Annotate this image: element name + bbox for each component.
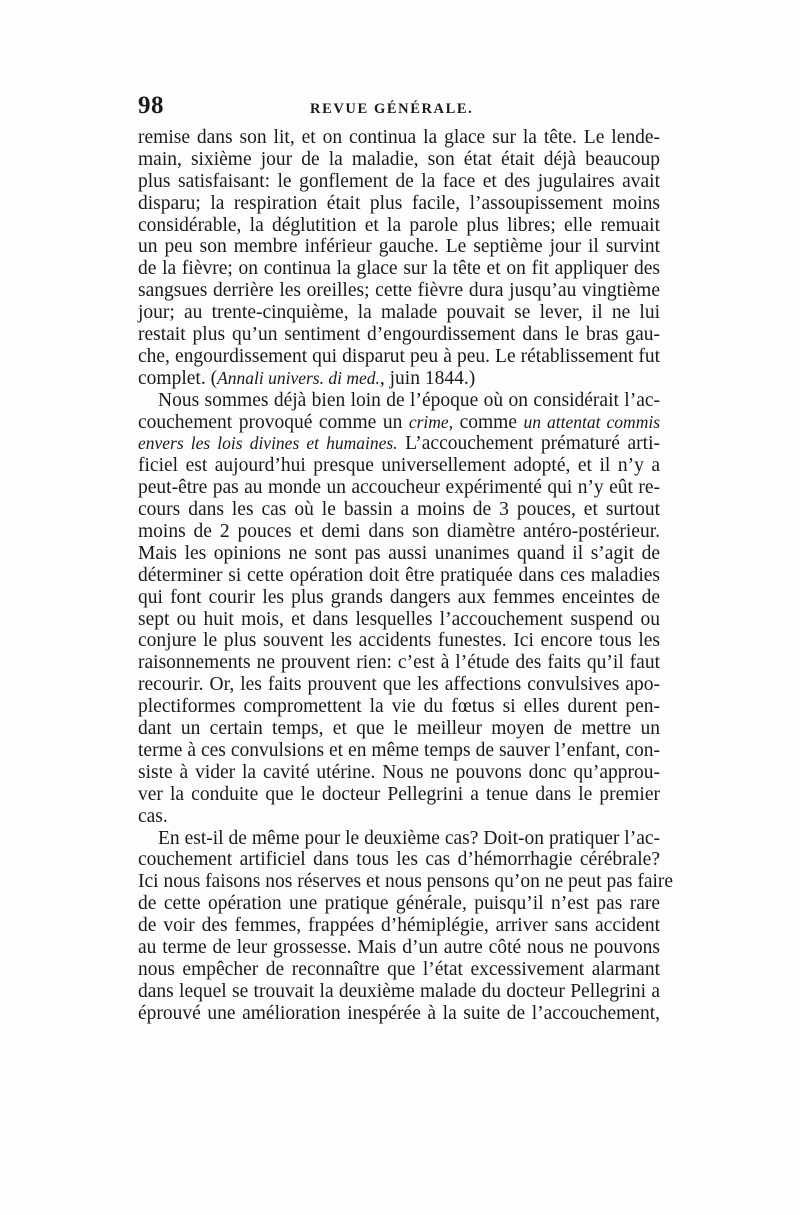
text-line: che, engourdissement qui disparut peu à peu. Le rétablissement fut <box>138 345 660 367</box>
text-line <box>138 412 660 434</box>
text-line: main, sixième jour de la maladie, son état était déjà beaucoup <box>138 148 660 170</box>
text-line: ver la conduite que le docteur Pellegrini a tenue dans le premier <box>138 783 660 805</box>
text-line: jour; au trente-cinquième, la malade pouvait se lever, il ne lui <box>138 302 660 324</box>
text-line: siste à vider la cavité utérine. Nous ne pouvons donc qu’approu- <box>138 761 660 783</box>
text-line: disparu; la respiration était plus facile, l’assoupissement moins <box>138 192 660 214</box>
text-line: nous empêcher de reconnaître que l’état excessivement alarmant <box>138 958 660 980</box>
text-run: L’accouchement prématuré arti- <box>397 433 660 455</box>
text-line: conjure le plus souvent les accidents funestes. Ici encore tous les <box>138 630 660 652</box>
text-line: de la fièvre; on continua la glace sur la tête et on fit appliquer des <box>138 258 660 280</box>
text-line: cours dans les cas où le bassin a moins de 3 pouces, et surtout <box>138 499 660 521</box>
page-header <box>138 92 660 124</box>
text-line: de voir des femmes, frappées d’hémiplégie, arriver sans accident <box>138 915 660 937</box>
running-title: REVUE GÉNÉRALE. <box>310 101 474 117</box>
text-line <box>138 433 660 455</box>
text-run: couchement provoqué comme un <box>138 411 409 433</box>
text-run: comme <box>453 411 524 433</box>
text-line: dant un certain temps, et que le meilleur moyen de mettre un <box>138 718 660 740</box>
text-line: En est-il de même pour le deuxième cas? Doit-on pratiquer l’ac- <box>158 827 660 849</box>
text-line: déterminer si cette opération doit être pratiquée dans ces maladies <box>138 564 660 586</box>
citation-suffix: , juin 1844.) <box>379 367 476 389</box>
text-line: considérable, la déglutition et la parole plus libres; elle remuait <box>138 214 660 236</box>
text-line: terme à ces convulsions et en même temps de sauver l’enfant, con- <box>138 739 660 761</box>
citation-journal: Annali univers. di med. <box>217 367 380 388</box>
text-line: sangsues derrière les oreilles; cette fièvre dura jusqu’au vingtième <box>138 280 660 302</box>
text-line: raisonnements ne prouvent rien: c’est à l’étude des faits qu’il faut <box>138 652 660 674</box>
text-line: recourir. Or, les faits prouvent que les affections convulsives apo- <box>138 674 660 696</box>
text-line: plus satisfaisant: le gonflement de la face et des jugulaires avait <box>138 170 660 192</box>
citation-prefix: complet. ( <box>138 367 218 389</box>
text-line: restait plus qu’un sentiment d’engourdissement dans le bras gau- <box>138 324 660 346</box>
italic-run: envers les lois divines et humaines. <box>138 433 398 454</box>
text-line: Mais les opinions ne sont pas aussi unanimes quand il s’agit de <box>138 542 660 564</box>
text-line: sept ou huit mois, et dans lesquelles l’accouchement suspend ou <box>138 608 660 630</box>
text-line: un peu son membre inférieur gauche. Le septième jour il survint <box>138 236 660 258</box>
text-line: éprouvé une amélioration inespérée à la suite de l’accouchement, <box>138 1002 660 1024</box>
text-line: couchement artificiel dans tous les cas d’hémorrhagie cérébrale? <box>138 849 660 871</box>
text-line: peut-être pas au monde un accoucheur expérimenté qui n’y eût re- <box>138 477 660 499</box>
text-line: Nous sommes déjà bien loin de l’époque où on considérait l’ac- <box>158 389 660 411</box>
text-line: remise dans son lit, et on continua la glace sur la tête. Le lende- <box>138 127 660 148</box>
text-line: ficiel est aujourd’hui presque universellement adopté, et il n’y a <box>138 455 660 477</box>
page-number: 98 <box>138 92 164 119</box>
italic-run: crime, <box>408 411 454 432</box>
italic-run: un attentat commis <box>523 411 661 432</box>
paragraph-1 <box>138 127 660 390</box>
paragraph-2 <box>138 390 660 828</box>
text-line: au terme de leur grossesse. Mais d’un autre côté nous ne pouvons <box>138 936 660 958</box>
text-line: moins de 2 pouces et demi dans son diamètre antéro-postérieur. <box>138 521 660 543</box>
body-text <box>138 127 674 1025</box>
text-line: cas. <box>138 805 168 827</box>
text-line: plectiformes compromettent la vie du fœtus si elles durent pen- <box>138 696 660 718</box>
text-line: dans lequel se trouvait la deuxième malade du docteur Pellegrini a <box>138 980 660 1002</box>
paragraph-3 <box>138 827 674 1025</box>
text-line: Ici nous faisons nos réserves et nous pensons qu’on ne peut pas faire <box>138 871 674 893</box>
text-line: de cette opération une pratique générale, puisqu’il n’est pas rare <box>138 893 660 915</box>
text-line: qui font courir les plus grands dangers aux femmes enceintes de <box>138 586 660 608</box>
text-line-citation <box>138 368 660 390</box>
